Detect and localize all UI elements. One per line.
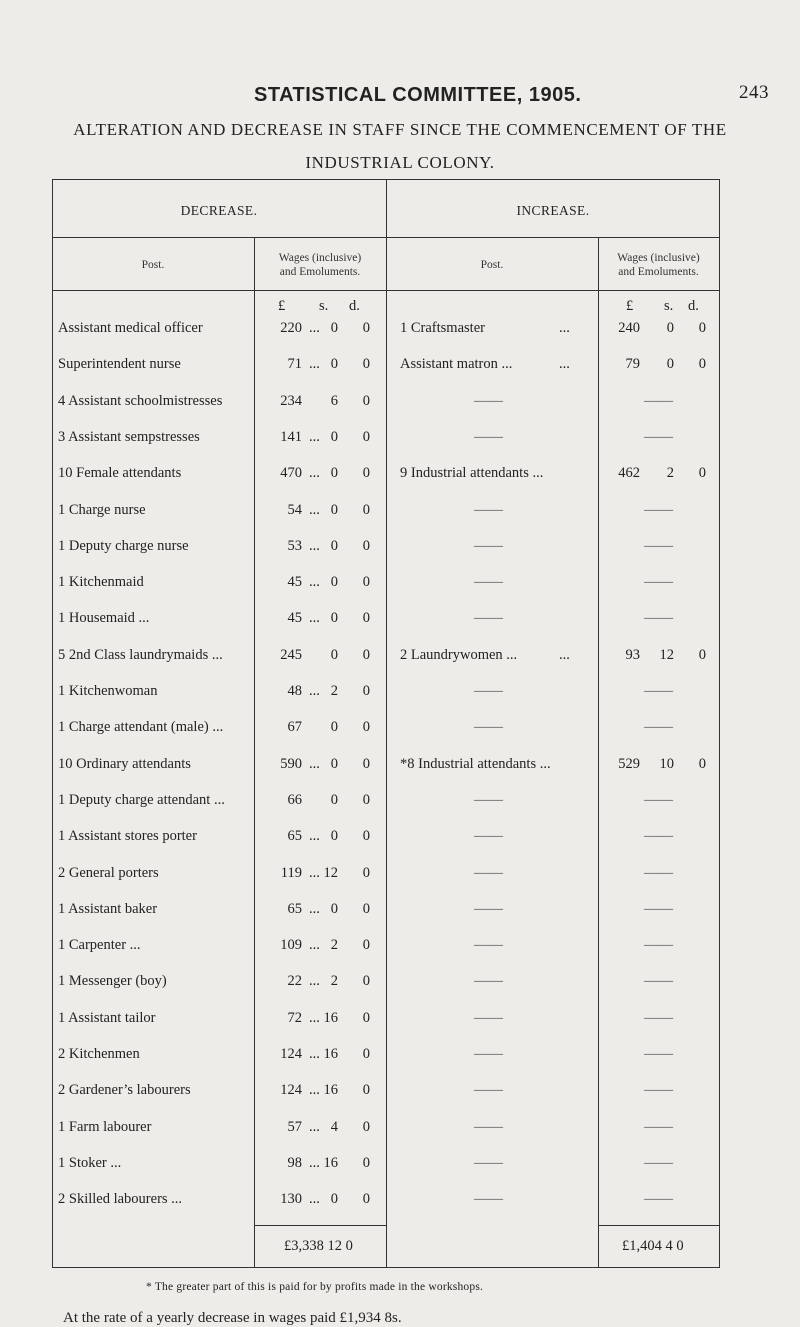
table-row-increase-shillings: 0	[666, 320, 674, 336]
table-row-pence: 0	[362, 1010, 370, 1026]
table-row-increase-wages-dash: ——	[644, 865, 673, 881]
decrease-increase-divider	[386, 179, 387, 1268]
table-row-shillings: 16	[323, 1155, 338, 1171]
table-row-increase-wages-dash: ——	[644, 610, 673, 626]
table-row-shillings: 0	[330, 538, 338, 554]
leader-dots: ...	[309, 502, 320, 518]
table-row-increase-post-dash: ——	[474, 393, 503, 409]
increase-wages-header	[598, 251, 719, 279]
running-head-title: STATISTICAL COMMITTEE, 1905.	[254, 84, 582, 106]
table-row-increase-pence: 0	[698, 647, 706, 663]
table-row-pence: 0	[362, 865, 370, 881]
leader-dots: ...	[309, 429, 320, 445]
pence-label: d.	[349, 298, 360, 314]
table-row-post: 1 Assistant baker ...	[58, 901, 320, 917]
table-row-increase-wages-dash: ——	[644, 937, 673, 953]
table-row-pence: 0	[362, 1191, 370, 1207]
table-row-post: Superintendent nurse ...	[58, 356, 320, 372]
table-row-increase-post-dash: ——	[474, 1119, 503, 1135]
table-row-pence: 0	[362, 502, 370, 518]
table-row-pounds: 245	[280, 647, 302, 663]
table-row-increase-wages-dash: ——	[644, 1046, 673, 1062]
leader-dots: ...	[559, 356, 570, 372]
leader-dots: ...	[309, 465, 320, 481]
table-row-increase-post-dash: ——	[474, 1191, 503, 1207]
table-row-increase-post-dash: ——	[474, 937, 503, 953]
leader-dots: ...	[309, 610, 320, 626]
table-row-increase-shillings: 0	[666, 356, 674, 372]
table-row-increase-wages-dash: ——	[644, 1119, 673, 1135]
table-row-pence: 0	[362, 719, 370, 735]
table-row-pence: 0	[362, 429, 370, 445]
table-row-post: 2 Gardener’s labourers ...	[58, 1082, 320, 1098]
table-row-increase-post-dash: ——	[474, 792, 503, 808]
table-row-shillings: 0	[330, 828, 338, 844]
table-row-pounds: 67	[287, 719, 302, 735]
table-row-post: 1 Kitchenwoman ...	[58, 683, 320, 699]
table-row-shillings: 0	[330, 429, 338, 445]
table-row-increase-post: 9 Industrial attendants ...	[400, 465, 544, 481]
table-row-pence: 0	[362, 792, 370, 808]
table-row-increase-post-dash: ——	[474, 574, 503, 590]
table-row-post: 1 Messenger (boy) ...	[58, 973, 320, 989]
table-right-border	[719, 179, 720, 1268]
leader-dots: ...	[309, 973, 320, 989]
table-row-pence: 0	[362, 1082, 370, 1098]
table-row-increase-post-dash: ——	[474, 538, 503, 554]
table-row-pounds: 590	[280, 756, 302, 772]
total-increase: £1,404 4 0	[622, 1238, 684, 1254]
table-row-pence: 0	[362, 683, 370, 699]
table-row-increase-wages-dash: ——	[644, 973, 673, 989]
table-row-increase-wages-dash: ——	[644, 719, 673, 735]
shillings-label: s.	[319, 298, 329, 314]
leader-dots: ...	[309, 828, 320, 844]
table-row-post: 1 Housemaid ... ...	[58, 610, 320, 626]
leader-dots: ...	[309, 1082, 320, 1098]
table-row-increase-pounds: 462	[618, 465, 640, 481]
table-row-increase-pounds: 240	[618, 320, 640, 336]
table-row-shillings: 0	[330, 1191, 338, 1207]
table-row-pence: 0	[362, 828, 370, 844]
table-row-pounds: 54	[287, 502, 302, 518]
table-row-shillings: 0	[330, 356, 338, 372]
table-row-increase-wages-dash: ——	[644, 502, 673, 518]
wages-column-divider-right	[598, 237, 599, 1268]
table-row-increase-post-dash: ——	[474, 1082, 503, 1098]
table-row-post: 1 Assistant stores porter ...	[58, 828, 320, 844]
table-row-pence: 0	[362, 1046, 370, 1062]
table-row-increase-wages-dash: ——	[644, 429, 673, 445]
table-row-increase-post-dash: ——	[474, 429, 503, 445]
table-row-pounds: 66	[287, 792, 302, 808]
table-row-post: 1 Stoker ... ...	[58, 1155, 320, 1171]
leader-dots: ...	[309, 937, 320, 953]
table-row-increase-wages-dash: ——	[644, 1155, 673, 1171]
table-row-pence: 0	[362, 574, 370, 590]
table-row-increase-post-dash: ——	[474, 610, 503, 626]
increase-wages-header-line1: Wages (inclusive)	[617, 252, 700, 264]
table-row-post: 1 Charge attendant (male) ...	[58, 719, 224, 735]
table-row-shillings: 16	[323, 1046, 338, 1062]
table-row-increase-pence: 0	[698, 465, 706, 481]
footnote: * The greater part of this is paid for by profits made in the workshops.	[146, 1281, 484, 1293]
table-row-increase-post-dash: ——	[474, 1046, 503, 1062]
leader-dots: ...	[309, 901, 320, 917]
decrease-wages-header	[254, 251, 386, 279]
table-row-increase-wages-dash: ——	[644, 683, 673, 699]
table-row-pounds: 71	[287, 356, 302, 372]
total-decrease: £3,338 12 0	[284, 1238, 353, 1254]
wages-column-divider-left	[254, 237, 255, 1268]
table-row-increase-post-dash: ——	[474, 502, 503, 518]
table-row-pence: 0	[362, 356, 370, 372]
pence-label: d.	[688, 298, 699, 314]
shillings-label: s.	[664, 298, 674, 314]
table-row-increase-shillings: 2	[666, 465, 674, 481]
increase-post-header: Post.	[480, 259, 504, 271]
table-row-increase-post-dash: ——	[474, 973, 503, 989]
table-row-shillings: 12	[323, 865, 338, 881]
table-row-increase-post-dash: ——	[474, 1155, 503, 1171]
decrease-wages-header-line2: and Emoluments.	[279, 266, 361, 278]
table-row-pounds: 72	[287, 1010, 302, 1026]
table-row-shillings: 0	[330, 502, 338, 518]
leader-dots: ...	[309, 1010, 320, 1026]
table-row-increase-wages-dash: ——	[644, 574, 673, 590]
table-row-pounds: 119	[280, 865, 302, 881]
table-row-pounds: 53	[287, 538, 302, 554]
table-row-shillings: 4	[330, 1119, 338, 1135]
table-row-pounds: 22	[287, 973, 302, 989]
document-subheading: INDUSTRIAL COLONY.	[305, 153, 495, 172]
table-row-pence: 0	[362, 393, 370, 409]
table-row-pence: 0	[362, 647, 370, 663]
table-row-post: 1 Farm labourer ...	[58, 1119, 320, 1135]
table-row-shillings: 0	[330, 574, 338, 590]
leader-dots: ...	[309, 320, 320, 336]
leader-dots: ...	[309, 1191, 320, 1207]
decrease-wages-header-line1: Wages (inclusive)	[278, 252, 362, 264]
table-row-increase-pounds: 93	[625, 647, 640, 663]
table-row-pence: 0	[362, 901, 370, 917]
table-row-pounds: 470	[280, 465, 302, 481]
table-row-pence: 0	[362, 756, 370, 772]
table-row-increase-post: *8 Industrial attendants ...	[400, 756, 551, 772]
table-row-increase-shillings: 10	[659, 756, 674, 772]
table-row-pence: 0	[362, 973, 370, 989]
table-row-pounds: 234	[280, 393, 302, 409]
table-row-shillings: 0	[330, 756, 338, 772]
increase-wages-header-line2: and Emoluments.	[618, 266, 699, 278]
table-row-post: 5 2nd Class laundrymaids ...	[58, 647, 223, 663]
table-row-post: 1 Kitchenmaid ...	[58, 574, 320, 590]
table-row-pence: 0	[362, 937, 370, 953]
table-row-shillings: 0	[330, 320, 338, 336]
leader-dots: ...	[309, 538, 320, 554]
table-row-increase-post-dash: ——	[474, 901, 503, 917]
table-row-pence: 0	[362, 538, 370, 554]
table-row-increase-shillings: 12	[659, 647, 674, 663]
table-row-pounds: 65	[287, 828, 302, 844]
table-row-shillings: 16	[323, 1082, 338, 1098]
table-row-increase-wages-dash: ——	[644, 792, 673, 808]
table-row-increase-wages-dash: ——	[644, 538, 673, 554]
table-row-shillings: 16	[323, 1010, 338, 1026]
table-row-shillings: 0	[330, 610, 338, 626]
table-row-increase-post-dash: ——	[474, 828, 503, 844]
table-row-post: 10 Female attendants ...	[58, 465, 320, 481]
table-row-pounds: 98	[287, 1155, 302, 1171]
table-row-post: 1 Charge nurse ...	[58, 502, 320, 518]
table-row-increase-wages-dash: ——	[644, 1191, 673, 1207]
table-row-increase-post-dash: ——	[474, 719, 503, 735]
table-row-post: 2 General porters ...	[58, 865, 320, 881]
leader-dots: ...	[559, 320, 570, 336]
leader-dots: ...	[559, 647, 570, 663]
table-row-post: 2 Kitchenmen ...	[58, 1046, 320, 1062]
table-row-shillings: 0	[330, 719, 338, 735]
decrease-header: DECREASE.	[180, 203, 258, 218]
table-row-pounds: 109	[280, 937, 302, 953]
table-row-post: Assistant medical officer ...	[58, 320, 320, 336]
table-row-increase-post-dash: ——	[474, 1010, 503, 1026]
table-row-post: 3 Assistant sempstresses ...	[58, 429, 320, 445]
table-row-shillings: 0	[330, 901, 338, 917]
table-row-increase-pence: 0	[698, 320, 706, 336]
table-row-shillings: 6	[330, 393, 338, 409]
leader-dots: ...	[309, 574, 320, 590]
table-row-increase-post-dash: ——	[474, 865, 503, 881]
table-row-increase-wages-dash: ——	[644, 393, 673, 409]
table-row-pence: 0	[362, 1119, 370, 1135]
table-row-pence: 0	[362, 1155, 370, 1171]
decrease-post-header: Post.	[141, 259, 165, 271]
table-row-post: 1 Deputy charge attendant ...	[58, 792, 225, 808]
table-row-increase-pounds: 529	[618, 756, 640, 772]
table-row-pence: 0	[362, 610, 370, 626]
table-row-pounds: 124	[280, 1046, 302, 1062]
total-rule-decrease	[254, 1225, 386, 1226]
leader-dots: ...	[309, 865, 320, 881]
table-row-shillings: 2	[330, 973, 338, 989]
table-row-post: 10 Ordinary attendants ...	[58, 756, 320, 772]
table-row-increase-post: Assistant matron ...	[400, 356, 513, 372]
table-row-pence: 0	[362, 465, 370, 481]
table-row-pounds: 57	[287, 1119, 302, 1135]
table-row-post: 1 Deputy charge nurse ...	[58, 538, 320, 554]
table-row-increase-pence: 0	[698, 756, 706, 772]
table-row-post: 1 Carpenter ... ...	[58, 937, 320, 953]
leader-dots: ...	[309, 756, 320, 772]
leader-dots: ...	[309, 1155, 320, 1171]
table-row-pounds: 141	[280, 429, 302, 445]
table-row-increase-wages-dash: ——	[644, 1082, 673, 1098]
leader-dots: ...	[309, 683, 320, 699]
table-row-increase-pence: 0	[698, 356, 706, 372]
table-row-shillings: 0	[330, 465, 338, 481]
table-row-post: 4 Assistant schoolmistresses	[58, 393, 223, 409]
table-row-shillings: 2	[330, 937, 338, 953]
pounds-label: £	[278, 298, 286, 314]
table-row-increase-wages-dash: ——	[644, 828, 673, 844]
table-row-increase-post: 1 Craftsmaster	[400, 320, 485, 336]
table-row-pounds: 45	[287, 610, 302, 626]
leader-dots: ...	[309, 1119, 320, 1135]
table-row-pounds: 130	[280, 1191, 302, 1207]
summary-line: At the rate of a yearly decrease in wages paid £1,934 8s.	[63, 1310, 402, 1326]
table-row-pounds: 45	[287, 574, 302, 590]
table-row-pounds: 65	[287, 901, 302, 917]
leader-dots: ...	[309, 1046, 320, 1062]
pounds-label: £	[626, 298, 634, 314]
document-heading: ALTERATION AND DECREASE IN STAFF SINCE THE COMMENCEMENT OF THE	[73, 120, 727, 139]
leader-dots: ...	[309, 356, 320, 372]
table-row-increase-post: 2 Laundrywomen ...	[400, 647, 518, 663]
increase-header: INCREASE.	[516, 203, 590, 218]
table-row-shillings: 0	[330, 792, 338, 808]
table-row-shillings: 2	[330, 683, 338, 699]
table-row-pounds: 48	[287, 683, 302, 699]
table-row-pence: 0	[362, 320, 370, 336]
table-row-increase-wages-dash: ——	[644, 901, 673, 917]
table-row-pounds: 220	[280, 320, 302, 336]
table-row-pounds: 124	[280, 1082, 302, 1098]
table-row-shillings: 0	[330, 647, 338, 663]
table-row-increase-wages-dash: ——	[644, 1010, 673, 1026]
table-left-border	[52, 179, 53, 1268]
total-rule-increase	[598, 1225, 719, 1226]
table-row-increase-pounds: 79	[625, 356, 640, 372]
table-row-post: 1 Assistant tailor ...	[58, 1010, 320, 1026]
table-row-post: 2 Skilled labourers ... ...	[58, 1191, 320, 1207]
page-number: 243	[739, 82, 769, 103]
table-row-increase-post-dash: ——	[474, 683, 503, 699]
